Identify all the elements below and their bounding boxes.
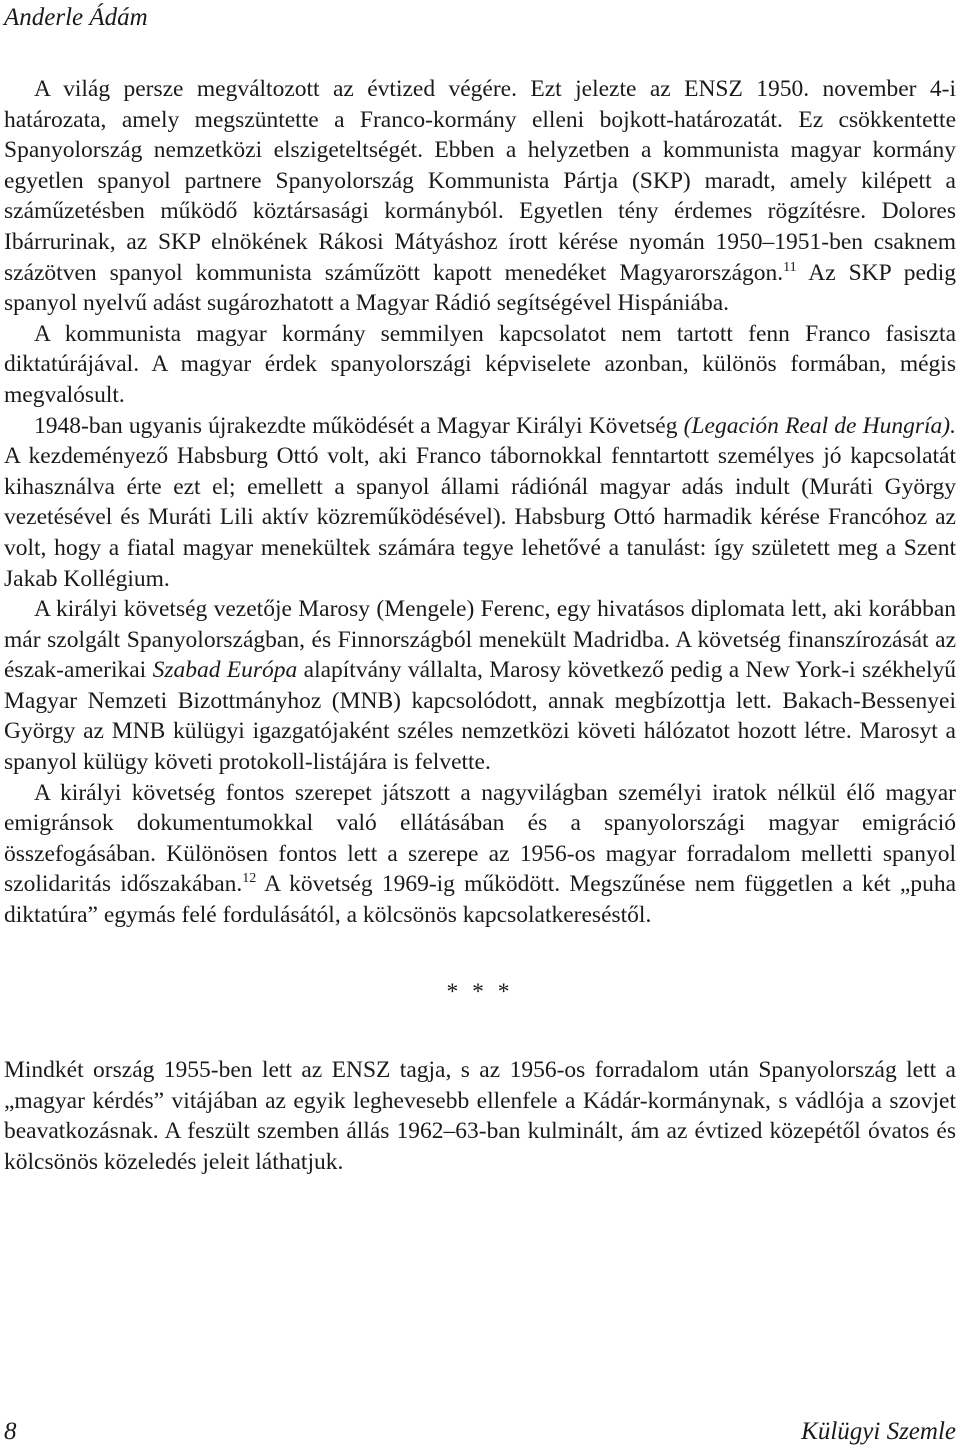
footnote-reference: 12	[242, 871, 257, 887]
paragraph-text: A világ persze megváltozott az évtized végére. Ezt jelezte az ENSZ 1950. november 4-i határozata, amely megszüntette a Franco-kormány elleni bojkott-határozatát. Ez csökkentette Spanyolország nemzetközi elszigeteltségét. Ebben a helyzetben a kommunista magyar kormány egyetlen spanyol partnere Spanyolország Kommunista Pártja (SKP) maradt, amely kilépett a száműzetésben működő köztársasági kormányból. Egyetlen tény érdemes rögzítésre. Dolores Ibárrurinak, az SKP elnökének Rákosi Mátyáshoz írott kérése nyomán 1950–1951-ben csaknem százötven spanyol kommunista száműzött kapott menedéket Magyarországon.	[4, 76, 956, 286]
page-number: 8	[4, 1418, 17, 1445]
footnote-reference: 11	[783, 259, 797, 275]
paragraph-text: A követség 1969-ig működött. Megszűnése nem független a két „puha diktatúra” egymás felé fordulásától, a kölcsönös kapcsolatkereséstől.	[4, 871, 957, 929]
paragraph-text: Az SKP pedig spanyol nyelvű adást sugározhatott a Magyar Rádió segítségével Hispániába.	[4, 259, 956, 317]
paragraph-text: 1948-ban ugyanis újrakezdte működését a Magyar Királyi Követség	[34, 412, 684, 439]
paragraph-text: alapítvány vállalta, Marosy következő pedig a New York-i székhelyű Magyar Nemzeti Bizottmányhoz (MNB) kapcsolódott, annak megbízottja lett. Bakach-Bessenyei György az MNB külügyi igazgatójaként széles nemzetközi követi hálózatot hozott létre. Marosyt a spanyol külügy követi protokoll-listájára is felvette.	[4, 657, 956, 776]
body-paragraph	[4, 74, 956, 319]
italic-text: Szabad Európa	[152, 657, 298, 684]
paragraph-text: A kommunista magyar kormány semmilyen kapcsolatot nem tartott fenn Franco fasiszta diktatúrájával. A magyar érdek spanyolországi képviselete azonban, különös formában, mégis megvalósult.	[4, 320, 956, 408]
paragraph-text: A kezdeményező Habsburg Ottó volt, aki Franco tábornokkal fenntartott személyes jó kapcsolatát kihasználva érte ezt el; emellett a spanyol állami rádiónál magyar adás indult (Muráti György vezetésével és Muráti Lili aktív közreműködésével). Habsburg Ottó harmadik kérése Francóhoz az volt, hogy a fiatal magyar menekültek számára tegye lehetővé a tanulást: így született meg a Szent Jakab Kollégium.	[4, 443, 956, 592]
paragraph-list	[4, 74, 956, 931]
paragraph-text: A királyi követség vezetője Marosy (Mengele) Ferenc, egy hivatásos diplomata lett, aki korábban már szolgált Spanyolországban, és Finnországból menekült Madridba. A követség finanszírozását az észak-amerikai	[4, 596, 956, 684]
section-break: * * *	[446, 978, 514, 1005]
running-head-author: Anderle Ádám	[4, 4, 148, 31]
paragraph-text: A királyi követség fontos szerepet játszott a nagyvilágban személyi iratok nélkül élő magyar emigránsok dokumentumokkal való ellátásában és a spanyolországi magyar emigráció összefogásában. Különösen fontos lett a szerepe az 1956-os magyar forradalom melletti spanyol szolidaritás időszakában.	[4, 779, 956, 898]
body-paragraph	[4, 411, 956, 595]
body-paragraph	[4, 778, 956, 931]
body-paragraph	[4, 319, 956, 411]
article-body	[4, 74, 956, 1178]
closing-paragraph: Mindkét ország 1955-ben lett az ENSZ tagja, s az 1956-os forradalom után Spanyolország lett a „magyar kérdés” vitájában az egyik leghevesebb ellenfele a Kádár-kormánynak, s vádlója a szovjet beavatkozásnak. A feszült szemben állás 1962–63-ban kulminált, ám az évtized közepétől óvatos és kölcsönös közeledés jeleit láthatjuk.	[4, 1057, 956, 1175]
body-paragraph	[4, 594, 956, 778]
journal-name: Külügyi Szemle	[801, 1418, 956, 1445]
italic-text: (Legación Real de Hungría).	[683, 412, 956, 439]
